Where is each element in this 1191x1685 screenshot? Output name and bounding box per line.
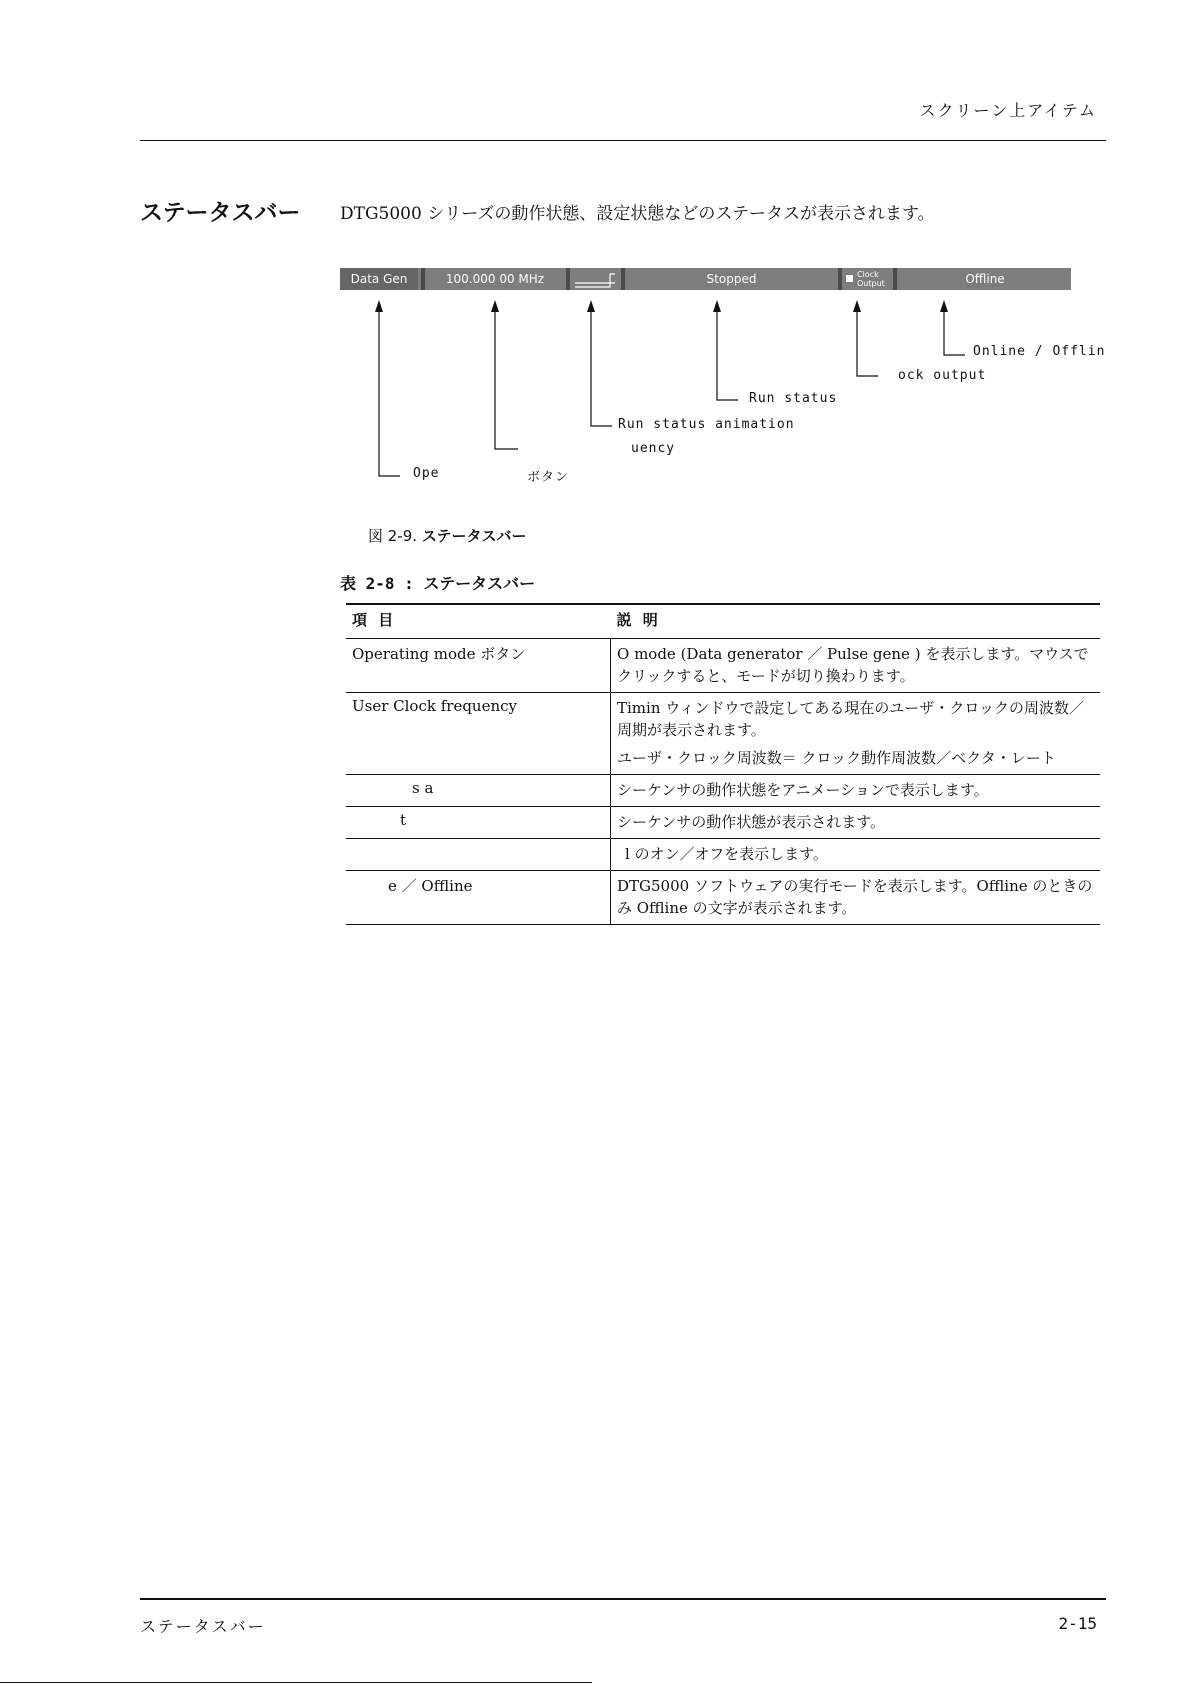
status-bar-table [346,603,1100,925]
callout-line-frequency [495,308,518,449]
clock-frequency-display: 100.000 00 MHz [445,272,545,286]
table-row [346,839,1100,871]
callout-online-offline: Online / Offlin [973,344,1106,359]
run-status-animation-icon [572,268,618,290]
bottom-edge-rule [0,1682,592,1683]
running-header: スクリーン上アイテム [919,101,1097,120]
table-row [346,775,1100,807]
table-cell-item [346,839,611,871]
callout-line-run-status-animation [591,308,612,426]
table-cell-item: t [346,807,611,839]
clock-output-square-icon [846,275,853,282]
status-bar-separator [566,268,570,290]
status-bar-separator [421,268,425,290]
table-caption: 表 2-8 : ステータスバー [340,574,536,593]
table-row [346,871,1100,925]
operating-mode-button[interactable]: Data Gen [340,268,418,290]
run-status-display: Stopped [706,272,757,286]
callout-line-operating-mode [379,308,400,476]
callout-frequency: uency [631,441,676,456]
status-bar-separator [621,268,625,290]
callout-operating-mode-button: ボタン [527,470,570,485]
clock-output-label-1: Clock [857,270,879,279]
footer-rule [140,1598,1106,1600]
callout-line-online [944,308,965,355]
section-heading: ステータスバー [140,200,301,226]
table-cell-description: DTG5000 ソフトウェアの実行モードを表示します。Offline のときのみ Offline の文字が表示されます。 [617,877,1093,917]
table-header-row [346,604,1100,639]
footer-section-title: ステータスバー [140,1617,266,1636]
table-row [346,807,1100,839]
callout-line-run-status [717,308,738,400]
table-cell-item: s a [346,775,611,807]
clock-output-label-2: Output [857,279,885,288]
callout-line-clock-output [857,308,878,376]
callout-run-status: Run status [749,391,838,406]
table-header-description: 説 明 [616,611,661,629]
status-bar-separator [893,268,897,290]
table-row [346,693,1100,775]
online-offline-display: Offline [965,272,1005,286]
table-cell-description: O mode (Data generator ／ Pulse gene ) を表示します。マウスでクリックすると、モードが切り換わります。 [617,645,1089,685]
header-rule [140,140,1106,141]
callout-lines [340,296,1100,486]
table-cell-description: Timin ウィンドウで設定してある現在のユーザ・クロックの周波数／周期が表示されます。 ユーザ・クロック周波数＝ クロック動作周波数／ベクタ・レート [617,699,1085,767]
status-bar-separator [838,268,842,290]
table-header-item: 項 目 [352,611,397,629]
clock-output-indicator [843,268,891,290]
callout-operating-mode: Ope [413,466,440,481]
table-cell-item: User Clock frequency [346,693,611,775]
table-row [346,639,1100,693]
intro-text: DTG5000 シリーズの動作状態、設定状態などのステータスが表示されます。 [340,204,935,224]
table-cell-description: シーケンサの動作状態が表示されます。 [617,813,886,831]
figure-caption-number: 図 2-9. [368,527,418,545]
callout-run-status-animation: Run status animation [618,417,795,432]
page-number: 2-15 [1058,1614,1097,1633]
table-cell-description: シーケンサの動作状態をアニメーションで表示します。 [617,781,989,799]
figure-caption [368,525,527,546]
table-cell-description: l のオン／オフを表示します。 [625,845,828,863]
figure-caption-text: ステータスバー [421,527,527,545]
table-cell-item: Operating mode ボタン [346,639,611,693]
callout-clock-output: ock output [898,368,987,383]
status-bar [340,268,1071,290]
table-cell-item: e ／ Offline [346,871,611,925]
